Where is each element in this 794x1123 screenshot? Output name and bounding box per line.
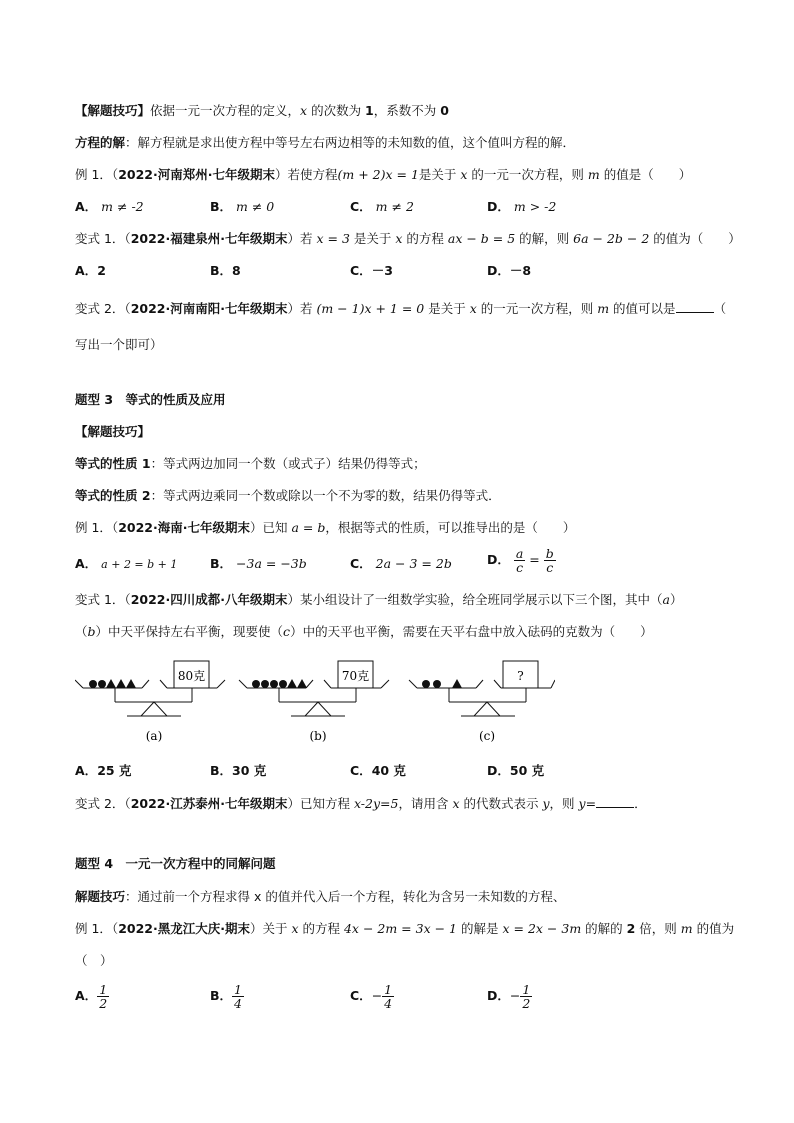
q-text: ．	[634, 796, 647, 811]
pan-edge	[239, 680, 247, 688]
q-text: ）已知	[249, 520, 292, 535]
option-d[interactable]	[487, 263, 531, 279]
option-key: D．	[487, 763, 510, 778]
tip-zero: 0	[440, 103, 449, 118]
q-text: ）中的天平也平衡，需要在天平右盘中放入砝码的克数为（ ）	[290, 624, 653, 639]
q-text: 的一元一次方程，则	[467, 167, 588, 182]
q-text: 的值为（ ）	[649, 231, 741, 246]
option-key: B．	[210, 263, 233, 278]
scale-b	[239, 661, 389, 743]
denominator: 2	[522, 996, 531, 1011]
q-text: 的一元一次方程，则	[476, 301, 598, 316]
option-value: －3	[371, 263, 393, 278]
option-key: B．	[210, 763, 233, 778]
q-equation: ax − b = 5	[447, 231, 516, 246]
q-text: 的方程	[402, 231, 448, 246]
q-text: ，根据等式的性质，可以推导出的是（ ）	[325, 520, 576, 535]
property-text: ：等式两边加同一个数（或式子）结果仍得等式；	[150, 456, 426, 471]
option-value: 50 克	[509, 763, 545, 778]
q-equation: a = b	[291, 520, 326, 535]
tip-label: 解题技巧	[75, 889, 126, 904]
q-source: 2022·福建泉州·七年级期末	[130, 231, 288, 246]
q-prefix: 例 1．（	[75, 520, 119, 535]
var-x: x	[300, 103, 308, 118]
triangle-icon	[287, 679, 297, 688]
triangle-icon	[297, 679, 307, 688]
numerator: b	[545, 546, 554, 561]
property-2	[75, 488, 501, 504]
option-value: a + 2 = b + 1	[101, 558, 178, 571]
option-key: B．	[210, 988, 233, 1003]
ball-icon	[279, 680, 287, 688]
pan-edge	[324, 680, 331, 688]
ball-icon	[252, 680, 260, 688]
tip-line	[75, 103, 449, 119]
q-text: 是关于	[349, 231, 396, 246]
triangle-icon	[106, 679, 116, 688]
var-m: m	[597, 301, 610, 316]
q-equation: x = 3	[316, 231, 350, 246]
option-key: C．	[350, 199, 372, 214]
caption-c: (c)	[478, 729, 496, 743]
ball-icon	[98, 680, 106, 688]
section-title-4: 题型 4 一元一次方程中的同解问题	[75, 856, 276, 871]
tip-line-4	[75, 889, 565, 905]
pan-edge	[381, 680, 389, 688]
option-a[interactable]	[75, 983, 109, 1010]
caption-b: (b)	[309, 729, 327, 743]
q-text: ）	[669, 592, 683, 607]
option-value: −3a = −3b	[236, 556, 307, 571]
var-y: y	[578, 796, 586, 811]
example-4-1-line2: （ ）	[75, 953, 113, 968]
option-d[interactable]	[487, 763, 544, 779]
triangle-icon	[116, 679, 126, 688]
var-m: m	[680, 921, 693, 936]
q-text: 的解，则	[515, 231, 574, 246]
ball-icon	[89, 680, 97, 688]
variant-2-question	[75, 300, 726, 317]
tip-label: 【解题技巧】	[75, 103, 151, 118]
variant-3-1-question	[75, 592, 682, 608]
q-source: 2022·河南郑州·七年级期末	[118, 167, 275, 182]
option-value: m ≠ 2	[375, 199, 414, 214]
property-text: ：等式两边乘同一个数或除以一个不为零的数，结果仍得等式．	[150, 488, 501, 503]
var-x: x	[452, 796, 460, 811]
denominator: 4	[234, 996, 242, 1011]
q-text: 的代数式表示	[459, 796, 543, 811]
option-a[interactable]	[75, 763, 131, 779]
option-c[interactable]	[350, 556, 452, 572]
solution-label: 方程的解	[75, 135, 126, 150]
option-b[interactable]	[210, 983, 244, 1010]
q-source: 2022·江苏泰州·七年级期末	[130, 796, 288, 811]
tip-label-3: 【解题技巧】	[75, 424, 151, 439]
option-d[interactable]	[487, 199, 556, 215]
ball-icon	[433, 680, 441, 688]
option-d[interactable]	[487, 983, 532, 1010]
option-key: D．	[487, 199, 510, 214]
balance-scales-figure	[75, 658, 555, 748]
q-text: 倍，则	[635, 921, 681, 936]
q-text: （	[75, 624, 88, 639]
fraction	[97, 983, 109, 1010]
pan-edge	[409, 680, 417, 688]
option-key: B．	[210, 199, 233, 214]
option-key: C．	[350, 556, 372, 571]
fulcrum	[474, 702, 500, 716]
var-x: x	[469, 301, 477, 316]
option-value: 40 克	[371, 763, 406, 778]
q-text: 的解的	[581, 921, 627, 936]
option-value: －8	[509, 263, 532, 278]
fraction	[544, 547, 556, 574]
variant-3-1-line2	[75, 624, 653, 640]
option-key: A．	[75, 263, 98, 278]
option-sign: −	[509, 988, 521, 1003]
option-b[interactable]	[210, 763, 266, 779]
pan-edge	[160, 680, 167, 688]
option-key: B．	[210, 556, 233, 571]
pan-edge	[306, 680, 313, 688]
denominator: 2	[99, 996, 108, 1011]
option-a[interactable]	[75, 263, 106, 279]
property-label: 等式的性质 2	[75, 488, 151, 503]
caption-a: (a)	[145, 729, 163, 743]
pan-edge	[75, 680, 83, 688]
triangle-icon	[126, 679, 136, 688]
fraction	[382, 983, 394, 1010]
denominator: c	[546, 560, 554, 575]
option-value: 25 克	[97, 763, 132, 778]
label-a: a	[662, 592, 670, 607]
solution-text: ：解方程就是求出使方程中等号左右两边相等的未知数的值，这个值叫方程的解．	[125, 135, 576, 150]
variant-2-line2: 写出一个即可）	[75, 337, 163, 352]
option-b[interactable]	[210, 263, 241, 279]
ball-icon	[270, 680, 278, 688]
option-a[interactable]	[75, 556, 177, 573]
tip-text3: ，系数不为	[373, 103, 441, 118]
fulcrum	[305, 702, 331, 716]
option-c[interactable]	[350, 263, 393, 279]
q-text: ）若	[287, 231, 317, 246]
q-text: 的值为	[692, 921, 735, 936]
option-key: C．	[350, 763, 372, 778]
option-key: D．	[487, 988, 510, 1003]
q-equation: x-2y=5	[353, 796, 399, 811]
variant-1-question	[75, 231, 741, 247]
example-4-1-question	[75, 921, 734, 937]
fraction	[232, 983, 244, 1010]
q-source: 2022·海南·七年级期末	[118, 520, 250, 535]
option-b[interactable]	[210, 556, 307, 572]
var-x: x	[460, 167, 468, 182]
option-b[interactable]	[210, 199, 274, 215]
q-equation: (m + 2)x = 1	[337, 167, 419, 182]
q-text: ）某小组设计了一组数学实验，给全班同学展示以下三个图，其中（	[287, 592, 663, 607]
q-text: ）若	[287, 301, 317, 316]
example-3-1-question	[75, 520, 575, 536]
weight-label: ?	[517, 669, 524, 683]
ball-icon	[261, 680, 269, 688]
q-text: 的方程	[298, 921, 344, 936]
q-text: ，请用含	[398, 796, 453, 811]
option-c[interactable]	[350, 983, 394, 1010]
option-value: 30 克	[232, 763, 267, 778]
pan-edge	[217, 680, 225, 688]
option-key: A．	[75, 199, 98, 214]
numerator: 1	[99, 982, 108, 997]
scale-a	[75, 661, 225, 743]
pan-edge	[494, 680, 501, 688]
q-text: 的值是（ ）	[599, 167, 692, 182]
numerator: a	[515, 546, 524, 561]
q-text: （	[713, 301, 727, 316]
q-number: 2	[626, 921, 636, 936]
option-value: m ≠ 0	[236, 199, 275, 214]
ball-icon	[422, 680, 430, 688]
q-equation: 4x − 2m = 3x − 1	[343, 921, 458, 936]
q-source: 2022·黑龙江大庆·期末	[118, 921, 250, 936]
q-prefix: 变式 2．（	[75, 301, 131, 316]
q-text: ）中天平保持左右平衡，现要使（	[95, 624, 284, 639]
var-y: y	[542, 796, 550, 811]
q-text: =	[585, 796, 597, 811]
q-text: 是关于	[418, 167, 461, 182]
tip-text2: 的次数为	[307, 103, 366, 118]
option-key: D．	[487, 552, 510, 567]
option-c[interactable]	[350, 763, 406, 779]
tip-text: ：通过前一个方程求得 x 的值并代入后一个方程，转化为含另一未知数的方程、	[125, 889, 566, 904]
option-d[interactable]	[487, 547, 556, 574]
option-key: C．	[350, 263, 372, 278]
variant-3-2-question	[75, 795, 647, 812]
q-prefix: 变式 1．（	[75, 231, 131, 246]
fulcrum	[141, 702, 167, 716]
answer-blank[interactable]	[596, 795, 634, 808]
q-equation: 6a − 2b − 2	[573, 231, 650, 246]
pan-edge	[142, 680, 149, 688]
numerator: 1	[384, 982, 393, 997]
var-x: x	[291, 921, 299, 936]
q-source: 2022·四川成都·八年级期末	[130, 592, 288, 607]
pan-edge	[551, 680, 555, 688]
denominator: 4	[384, 996, 393, 1011]
denominator: c	[516, 560, 524, 575]
q-text: ）若使方程	[274, 167, 338, 182]
q-prefix: 例 1．（	[75, 167, 119, 182]
option-value: m ≠ -2	[101, 199, 144, 214]
q-equation: (m − 1)x + 1 = 0	[316, 301, 425, 316]
option-value: 8	[232, 263, 241, 278]
triangle-icon	[452, 679, 462, 688]
q-text: ）关于	[249, 921, 292, 936]
tip-text: 依据一元一次方程的定义，	[150, 103, 301, 118]
property-1	[75, 456, 426, 472]
option-key: A．	[75, 763, 98, 778]
q-text: 的解是	[457, 921, 503, 936]
tip-one: 1	[365, 103, 374, 118]
option-c[interactable]	[350, 199, 414, 215]
section-title-3: 题型 3 等式的性质及应用	[75, 392, 226, 407]
option-value: m > -2	[513, 199, 557, 214]
numerator: 1	[522, 982, 531, 997]
q-text: ，则	[549, 796, 579, 811]
solution-definition	[75, 135, 575, 151]
weight-label: 80克	[177, 669, 206, 683]
option-sign: −	[371, 988, 383, 1003]
q-prefix: 变式 2．（	[75, 796, 131, 811]
label-c: c	[283, 624, 291, 639]
var-x: x	[395, 231, 403, 246]
option-key: A．	[75, 556, 98, 571]
pan-edge	[476, 680, 483, 688]
fraction	[514, 547, 525, 574]
q-text: ）已知方程	[287, 796, 354, 811]
property-label: 等式的性质 1	[75, 456, 151, 471]
label-b: b	[87, 624, 96, 639]
weight-label: 70克	[341, 669, 370, 683]
numerator: 1	[234, 982, 242, 997]
example-1-question	[75, 167, 691, 183]
option-value: 2	[97, 263, 106, 278]
equals: =	[525, 552, 544, 567]
option-key: A．	[75, 988, 98, 1003]
q-text: 的值可以是	[609, 301, 676, 316]
q-prefix: 例 1．（	[75, 921, 119, 936]
q-source: 2022·河南南阳·七年级期末	[130, 301, 288, 316]
option-key: D．	[487, 263, 510, 278]
var-m: m	[587, 167, 600, 182]
q-prefix: 变式 1．（	[75, 592, 131, 607]
fraction	[520, 983, 532, 1010]
q-text: 是关于	[424, 301, 470, 316]
option-key: C．	[350, 988, 372, 1003]
scale-c	[409, 661, 555, 743]
option-a[interactable]	[75, 199, 144, 215]
option-value: 2a − 3 = 2b	[375, 556, 452, 571]
answer-blank[interactable]	[676, 300, 714, 313]
q-equation: x = 2x − 3m	[502, 921, 582, 936]
